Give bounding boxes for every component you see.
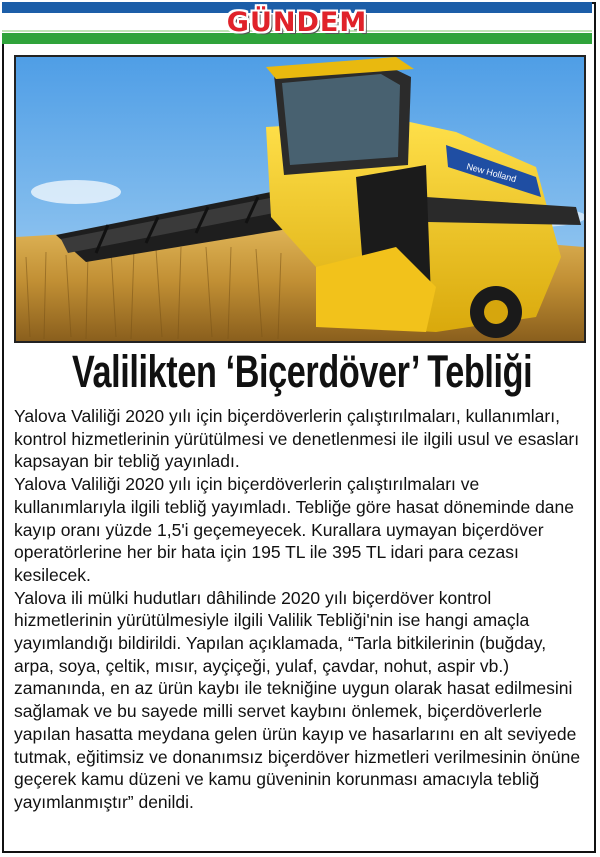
- section-label: GÜNDEM: [226, 7, 368, 38]
- section-banner: [2, 2, 592, 44]
- article-paragraph-3: Yalova ili mülki hudutları dâhilinde 2020 yılı biçerdöver kontrol hizmetlerinin yürütülmesiyle ilgili Valilik Tebliği'nin ise hangi amaçla yayımlandığı bildirildi. Yapılan açıklamada, “Tarla bitkilerinin (buğday, arpa, soya, çeltik, mısır, ayçiçeği, yulaf, çavdar, nohut, aspir vb.) zamanında, en az ürün kaybı ile tekniğine uygun olarak hasat edilmesini sağlamak ve bu sayede milli servet kaybını önlemek, biçerdöverlerle yapılan hasatta meydana gelen ürün kayıp ve hasarlarını en alt seviyede tutmak, eğitimsiz ve donanımsız biçerdöver hizmetleri verilmesinin önüne geçerek kamu düzeni ve kamu güveninin korunması amacıyla tebliğ yayımlanmıştır” denildi.: [14, 587, 581, 812]
- article-paragraph-2: Yalova Valiliği 2020 yılı için biçerdöverlerin çalıştırılmaları ve kullanımlarıyla ilgili tebliğ yayımladı. Tebliğe göre hasat döneminde dane kayıp oranı yüzde 1,5'i geçemeyecek. Kurallara uymayan biçerdöver operatörlerine her bir hata için 195 TL ile 395 TL idari para cezası kesilecek.: [14, 474, 574, 585]
- brand-logo: New Holland: [465, 161, 518, 185]
- article-headline: Valilikten ‘Biçerdöver’ Tebliği: [72, 346, 533, 397]
- combine-harvester-photo: [14, 55, 586, 343]
- article-body: [14, 405, 586, 814]
- article-paragraph-1: Yalova Valiliği 2020 yılı için biçerdöverlerin çalıştırılmaları, kullanımları, kontrol hizmetlerinin yürütülmesi ve denetlenmesi ile ilgili usul ve esasları kapsayan bir tebliğ yayınladı.: [14, 406, 580, 472]
